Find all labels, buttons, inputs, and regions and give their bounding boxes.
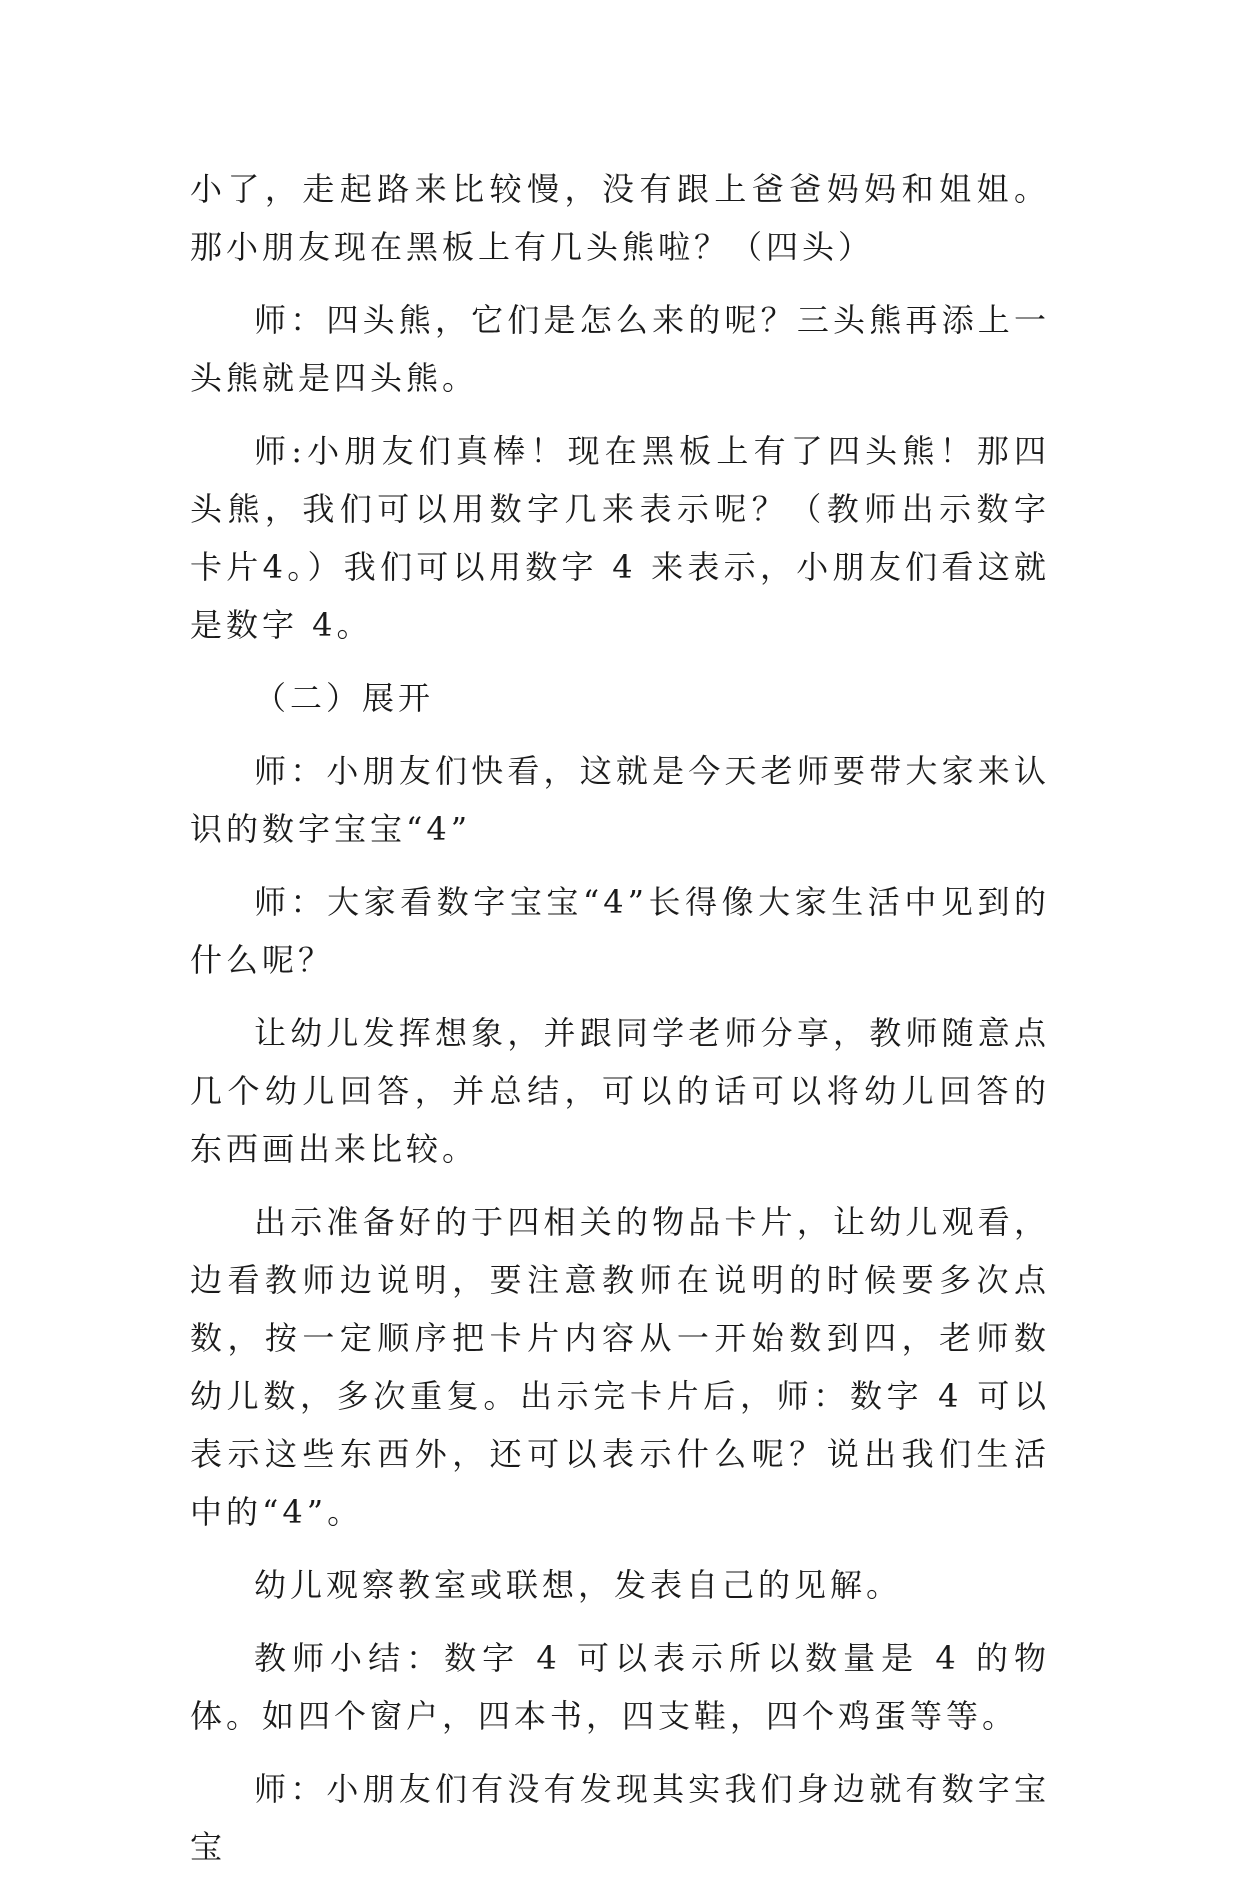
paragraph-continuation: 小了，走起路来比较慢，没有跟上爸爸妈妈和姐姐。那小朋友现在黑板上有几头熊啦？（四头） <box>190 170 1050 266</box>
paragraph-teacher-four-bears: 师：四头熊，它们是怎么来的呢？三头熊再添上一头熊就是四头熊。 <box>190 301 1050 397</box>
paragraph-imagination: 让幼儿发挥想象，并跟同学老师分享，教师随意点几个幼儿回答，并总结，可以的话可以将幼儿回答的东西画出来比较。 <box>190 1014 1050 1168</box>
paragraph-item-cards: 出示准备好的于四相关的物品卡片，让幼儿观看，边看教师边说明，要注意教师在说明的时候要多次点数，按一定顺序把卡片内容从一开始数到四，老师数幼儿数，多次重复。出示完卡片后，师：数字 4 可以表示这些东西外，还可以表示什么呢？说出我们生活中的“4”。 <box>190 1203 1050 1531</box>
document-body <box>190 160 1050 1891</box>
paragraph-summary: 教师小结：数字 4 可以表示所以数量是 4 的物体。如四个窗户，四本书，四支鞋，四个鸡蛋等等。 <box>190 1639 1050 1735</box>
section-heading-expand: （二）展开 <box>254 679 435 717</box>
paragraph-around-us: 师：小朋友们有没有发现其实我们身边就有数字宝宝 <box>190 1770 1050 1866</box>
paragraph-observe: 幼儿观察教室或联想，发表自己的见解。 <box>254 1566 903 1604</box>
paragraph-meet-number: 师：小朋友们快看，这就是今天老师要带大家来认识的数字宝宝“4” <box>190 752 1050 848</box>
paragraph-what-looks-like: 师：大家看数字宝宝“4”长得像大家生活中见到的什么呢？ <box>190 883 1050 979</box>
paragraph-number-card: 师:小朋友们真棒！现在黑板上有了四头熊！那四头熊，我们可以用数字几来表示呢？（教师出示数字卡片4。）我们可以用数字 4 来表示，小朋友们看这就是数字 4。 <box>190 432 1050 644</box>
